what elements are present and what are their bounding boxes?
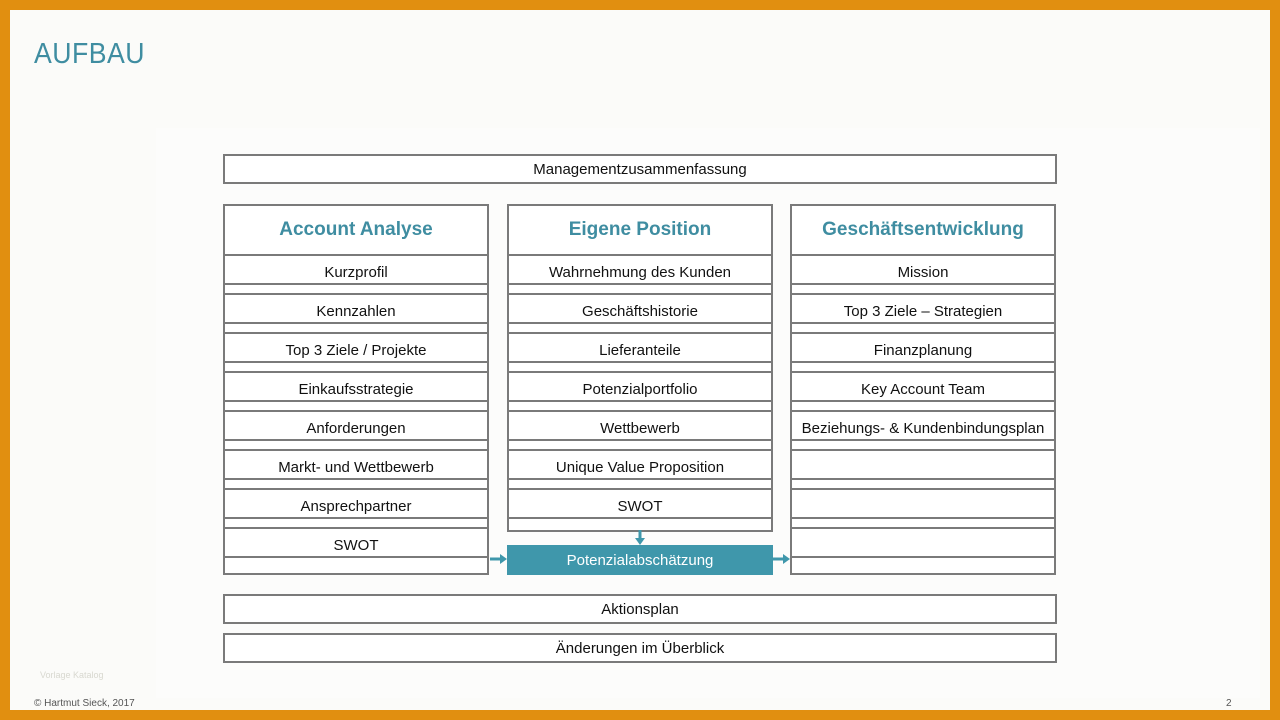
list-item-label: Einkaufsstrategie bbox=[298, 380, 414, 398]
row-divider bbox=[792, 517, 1054, 519]
page-title: AUFBAU bbox=[34, 38, 145, 70]
list-item-label: Markt- und Wettbewerb bbox=[278, 458, 434, 476]
list-item bbox=[792, 529, 1054, 568]
list-item-label bbox=[792, 494, 1054, 518]
list-item bbox=[792, 451, 1054, 490]
row-divider bbox=[225, 400, 487, 402]
list-item-label bbox=[792, 533, 1054, 557]
list-item-label: SWOT bbox=[617, 497, 663, 515]
list-item bbox=[509, 412, 771, 451]
list-item bbox=[225, 373, 487, 412]
list-item bbox=[792, 334, 1054, 373]
watermark: Vorlage Katalog bbox=[40, 670, 104, 680]
row-divider bbox=[792, 283, 1054, 285]
list-item-label: Kennzahlen bbox=[316, 302, 396, 320]
column-rows bbox=[509, 256, 771, 529]
list-item bbox=[792, 373, 1054, 412]
column-heading: Account Analyse bbox=[225, 206, 487, 256]
column-geschaeftsentwicklung bbox=[790, 204, 1056, 575]
column-heading: Geschäftsentwicklung bbox=[792, 206, 1054, 256]
list-item-label: Finanzplanung bbox=[873, 341, 973, 359]
slide bbox=[10, 10, 1270, 710]
list-item-label: Anforderungen bbox=[306, 419, 406, 437]
list-item-label: Geschäftshistorie bbox=[582, 302, 698, 320]
list-item-label: SWOT bbox=[333, 536, 379, 554]
list-item-label: Potenzialportfolio bbox=[582, 380, 698, 398]
list-item bbox=[509, 295, 771, 334]
list-item bbox=[792, 295, 1054, 334]
row-divider bbox=[509, 322, 771, 324]
column-heading: Eigene Position bbox=[509, 206, 771, 256]
row-divider bbox=[225, 361, 487, 363]
arrow-right-icon bbox=[490, 552, 508, 566]
row-divider bbox=[792, 556, 1054, 558]
row-divider bbox=[792, 439, 1054, 441]
list-item bbox=[225, 451, 487, 490]
list-item-label: Ansprechpartner bbox=[300, 497, 412, 515]
list-item bbox=[225, 334, 487, 373]
row-divider bbox=[509, 400, 771, 402]
list-item-label: Wahrnehmung des Kunden bbox=[548, 263, 732, 281]
list-item bbox=[225, 529, 487, 568]
column-rows bbox=[792, 256, 1054, 568]
row-divider bbox=[509, 517, 771, 519]
row-divider bbox=[792, 361, 1054, 363]
list-item-label: Wettbewerb bbox=[600, 419, 680, 437]
changes-box: Änderungen im Überblick bbox=[223, 633, 1057, 663]
list-item bbox=[509, 373, 771, 412]
list-item bbox=[509, 451, 771, 490]
list-item-label: Key Account Team bbox=[861, 380, 985, 398]
row-divider bbox=[509, 478, 771, 480]
column-rows bbox=[225, 256, 487, 568]
row-divider bbox=[792, 322, 1054, 324]
arrow-down-icon bbox=[633, 530, 647, 546]
row-divider bbox=[225, 517, 487, 519]
list-item bbox=[225, 295, 487, 334]
list-item bbox=[792, 490, 1054, 529]
copyright: © Hartmut Sieck, 2017 bbox=[34, 698, 135, 709]
list-item bbox=[509, 256, 771, 295]
row-divider bbox=[509, 283, 771, 285]
list-item-label: Top 3 Ziele / Projekte bbox=[285, 341, 427, 359]
row-divider bbox=[509, 361, 771, 363]
row-divider bbox=[792, 400, 1054, 402]
action-plan-box: Aktionsplan bbox=[223, 594, 1057, 624]
row-divider bbox=[509, 439, 771, 441]
list-item-label: Lieferanteile bbox=[599, 341, 681, 359]
row-divider bbox=[225, 283, 487, 285]
page-number: 2 bbox=[1226, 698, 1232, 709]
list-item-label: Kurzprofil bbox=[324, 263, 388, 281]
potenzial-box: Potenzialabschätzung bbox=[507, 545, 773, 575]
list-item bbox=[509, 490, 771, 529]
list-item-label: Mission bbox=[897, 263, 949, 281]
list-item bbox=[225, 412, 487, 451]
row-divider bbox=[225, 439, 487, 441]
list-item-label: Beziehungs- & Kundenbindungsplan bbox=[801, 419, 1045, 437]
list-item bbox=[509, 334, 771, 373]
list-item-label: Unique Value Proposition bbox=[555, 458, 725, 476]
arrow-right-icon bbox=[773, 552, 791, 566]
row-divider bbox=[225, 556, 487, 558]
row-divider bbox=[225, 478, 487, 480]
list-item bbox=[792, 412, 1054, 451]
summary-box: Managementzusammenfassung bbox=[223, 154, 1057, 184]
list-item bbox=[225, 490, 487, 529]
row-divider bbox=[225, 322, 487, 324]
list-item-label: Top 3 Ziele – Strategien bbox=[843, 302, 1003, 320]
column-eigene-position bbox=[507, 204, 773, 532]
list-item bbox=[792, 256, 1054, 295]
list-item bbox=[225, 256, 487, 295]
row-divider bbox=[792, 478, 1054, 480]
list-item-label bbox=[792, 455, 1054, 479]
column-account-analyse bbox=[223, 204, 489, 575]
